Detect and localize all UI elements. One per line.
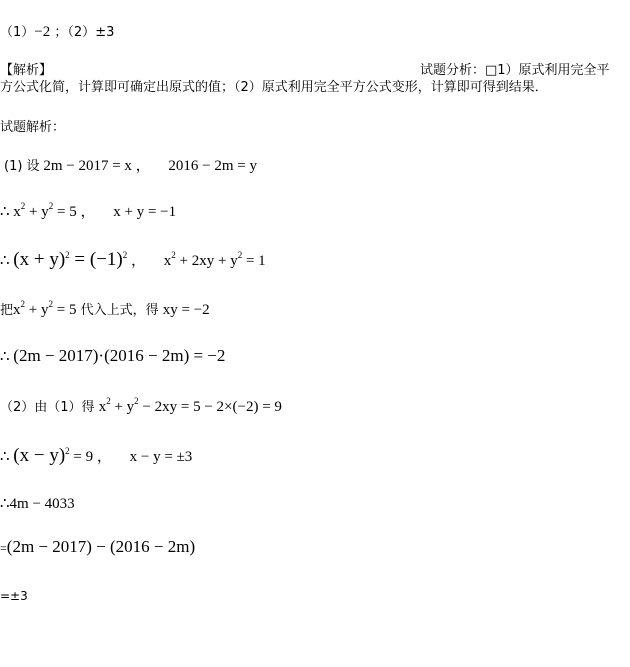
step-6 bbox=[0, 396, 282, 416]
step-3 bbox=[0, 249, 266, 270]
step-9-equals: = bbox=[0, 541, 7, 555]
step-4-result: xy = −2 bbox=[162, 302, 210, 318]
step-2-eq-b: x + y = −1 bbox=[113, 204, 177, 220]
step-7 bbox=[0, 445, 193, 466]
answer-line bbox=[0, 24, 114, 41]
step-10: =±3 bbox=[0, 589, 28, 603]
analysis-label: 试题分析：□1）原式利用完全平 bbox=[420, 63, 610, 78]
step-1-eq-b: 2016 − 2m = y bbox=[168, 158, 257, 174]
step-8-expr: 4m − 4033 bbox=[9, 496, 75, 512]
step-4 bbox=[0, 299, 210, 319]
step-3-eq-b: $x^2 + 2xy + y^2 = 1$ bbox=[163, 250, 266, 269]
step-9 bbox=[0, 539, 195, 556]
therefore-symbol: ∴ bbox=[0, 496, 10, 512]
step-4-text: 代入上式，得 bbox=[76, 303, 159, 318]
step-2 bbox=[0, 201, 177, 220]
step-7-eq-a: $(x - y)^2 = 9$ ， bbox=[13, 445, 112, 466]
therefore-symbol: ∴ bbox=[0, 204, 10, 220]
step-6-eq: $x^2 + y^2 - 2xy = 5 - 2\times(-2) = 9$ bbox=[98, 396, 282, 415]
therefore-symbol: ∴ bbox=[0, 449, 10, 465]
step-4-eq: $x^2 + y^2 = 5$ bbox=[13, 299, 77, 318]
step-1-prefix: (1) 设 bbox=[4, 159, 40, 174]
step-4-prefix: 把 bbox=[0, 303, 14, 318]
step-1 bbox=[4, 158, 257, 175]
step-8 bbox=[0, 496, 75, 512]
therefore-symbol: ∴ bbox=[0, 349, 10, 365]
answer-part1-value: −2 bbox=[34, 24, 51, 40]
solution-label: 试题解析： bbox=[0, 120, 66, 135]
step-2-eq-a: $x^2 + y^2 = 5$ ， bbox=[13, 201, 96, 220]
answer-part2-label: （2） bbox=[67, 25, 96, 40]
step-3-eq-a: $(x + y)^2 = (-1)^2$ ， bbox=[13, 249, 147, 270]
step-6-prefix: （2）由（1）得 bbox=[0, 400, 95, 415]
answer-separator: ； bbox=[54, 25, 68, 40]
analysis-header: 【解析】 bbox=[0, 63, 53, 78]
therefore-symbol: ∴ bbox=[0, 253, 10, 269]
answer-part1-label: （1） bbox=[0, 25, 35, 40]
step-5-eq: (2m − 2017)·(2016 − 2m) = −2 bbox=[13, 346, 226, 365]
analysis-body: 方公式化简，计算即可确定出原式的值；（2）原式利用完全平方公式变形，计算即可得到结果． bbox=[0, 80, 548, 95]
step-7-eq-b: x − y = ±3 bbox=[129, 449, 193, 465]
answer-part2-value: ±3 bbox=[95, 25, 115, 40]
step-1-eq-a: 2m − 2017 = x ， bbox=[43, 158, 151, 174]
step-5 bbox=[0, 348, 225, 365]
step-9-expr: (2m − 2017) − (2016 − 2m) bbox=[6, 537, 196, 556]
